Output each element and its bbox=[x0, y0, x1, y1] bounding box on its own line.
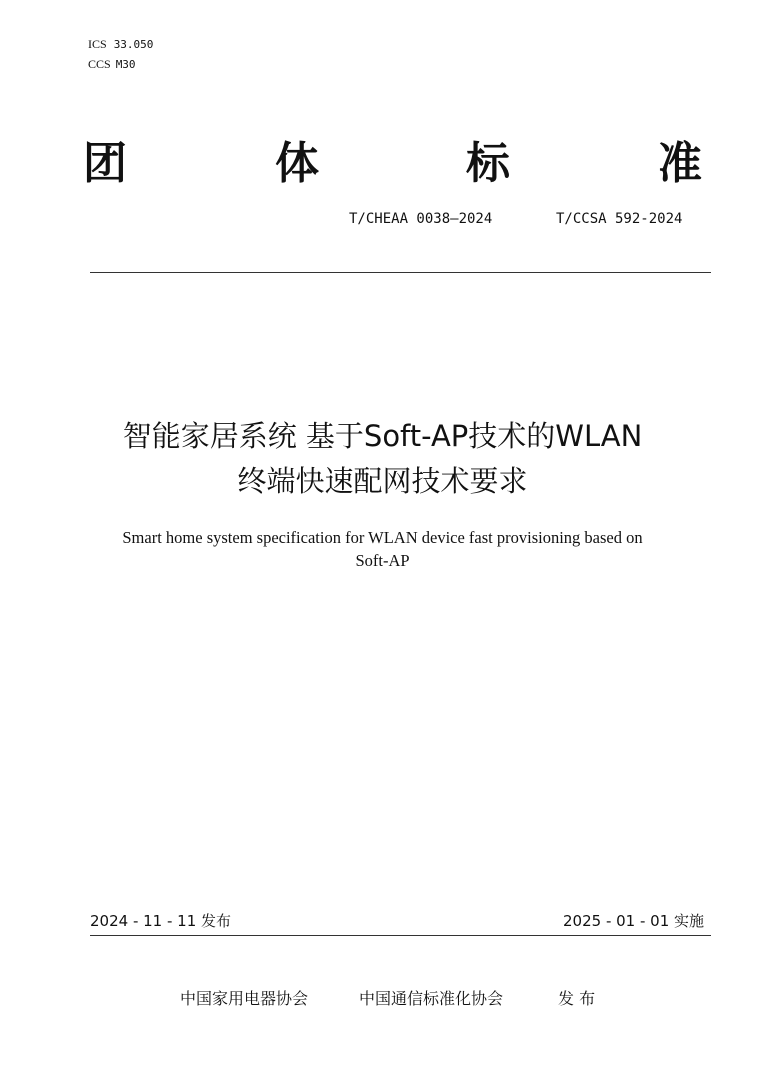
header-char-2: 体 bbox=[275, 138, 319, 189]
header-char-4: 准 bbox=[658, 138, 702, 189]
bottom-divider bbox=[90, 935, 711, 936]
ics-label: ICS bbox=[88, 37, 107, 51]
ccs-label: CCS bbox=[88, 57, 111, 71]
standard-code-primary: T/CHEAA 0038—2024 bbox=[349, 211, 493, 227]
header-char-1: 团 bbox=[83, 138, 127, 189]
ccs-line bbox=[88, 56, 136, 73]
title-en-line1: Smart home system specification for WLAN device fast provisioning based on bbox=[122, 528, 643, 547]
ics-line bbox=[88, 36, 153, 53]
title-cn-line2: 终端快速配网技术要求 bbox=[237, 464, 528, 498]
publisher-org-1: 中国家用电器协会 bbox=[180, 989, 309, 1008]
header-char-3: 标 bbox=[466, 138, 510, 189]
publisher-org-2: 中国通信标准化协会 bbox=[359, 989, 504, 1008]
standard-code-secondary: T/CCSA 592-2024 bbox=[556, 211, 683, 227]
top-divider bbox=[90, 272, 711, 273]
ics-code: 33.050 bbox=[113, 38, 154, 51]
implement-date: 2025 - 01 - 01 实施 bbox=[563, 912, 705, 930]
publisher-suffix: 发 布 bbox=[558, 989, 596, 1008]
title-cn-line1: 智能家居系统 基于Soft-AP技术的WLAN bbox=[122, 419, 643, 453]
release-date: 2024 - 11 - 11 发布 bbox=[90, 912, 232, 930]
title-en-line2: Soft-AP bbox=[355, 551, 410, 570]
ccs-code: M30 bbox=[115, 58, 136, 71]
